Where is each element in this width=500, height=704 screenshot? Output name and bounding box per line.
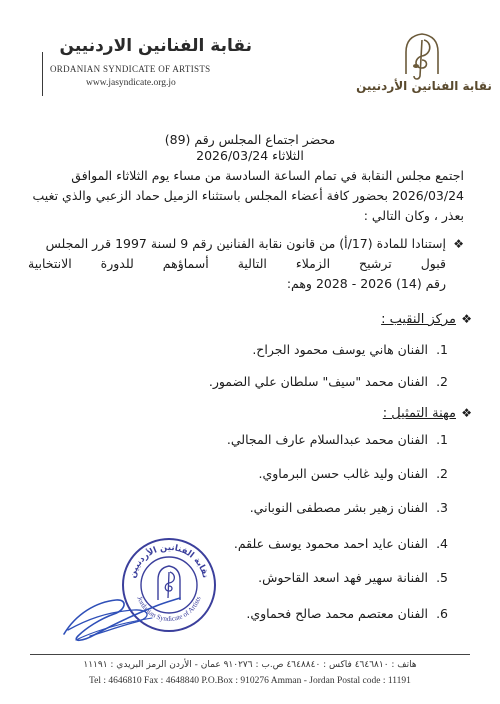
decision-line: إستنادا للمادة (17/أ) من قانون نقابة الفنانين رقم 9 لسنة 1997 قرر المجلس (45, 236, 446, 251)
meeting-date: الثلاثاء 2026/03/24 (196, 148, 304, 163)
item-number: 2. (436, 374, 448, 389)
list-item (48, 466, 448, 481)
item-number: 1. (436, 432, 448, 447)
list-item (48, 342, 448, 357)
list-item (48, 536, 448, 551)
letterhead (0, 0, 500, 112)
intro-paragraph (28, 166, 464, 226)
syndicate-name-arabic: نقابة الفنانين الاردنيين (59, 36, 252, 56)
syndicate-name-english: ORDANIAN SYNDICATE OF ARTISTS (50, 64, 211, 74)
diamond-star-icon: ❖ (453, 237, 464, 251)
intro-line: بعذر ، وكان التالي : (363, 208, 464, 223)
decision-paragraph (28, 234, 464, 294)
svg-text:Jordanian Syndicate of Artists: Jordanian Syndicate of Artists (135, 595, 203, 624)
svg-text:نقابة الفنانين الأردنيين: نقابة الفنانين الأردنيين (356, 79, 492, 93)
list-item (48, 500, 448, 515)
candidate-name: الفنان هاني يوسف محمود الجراح. (252, 342, 428, 357)
candidate-name: الفنان عايد احمد محمود يوسف علقم. (233, 536, 428, 551)
list-item (48, 432, 448, 447)
footer-divider (30, 654, 470, 655)
decision-line: قبول ترشيح الزملاء التالية أسماؤهم للدورة الانتخابية (28, 256, 446, 271)
footer-contact-arabic: هاتف : ٤٦٤٦٨١٠ فاكس : ٤٦٤٨٨٤٠ ص.ب : ٩١٠٢٧٦ عمان - الأردن الرمز البريدي : ١١١٩١ (83, 660, 417, 670)
intro-line: اجتمع مجلس النقابة في تمام الساعة السادسة من مساء يوم الثلاثاء الموافق (71, 168, 464, 183)
item-number: 2. (436, 466, 448, 481)
section-heading-acting: مهنة التمثيل : (382, 406, 456, 421)
candidate-name: الفنانة سهير فهد اسعد القاحوش. (258, 570, 428, 585)
candidate-name: الفنان زهير بشر مصطفى النوباني. (249, 500, 428, 515)
footer-contact-english: Tel : 4646810 Fax : 4648840 P.O.Box : 910276 Amman - Jordan Postal code : 11191 (89, 676, 411, 686)
list-item (48, 570, 448, 585)
section-heading-president: مركز النقيب : (381, 312, 456, 327)
meeting-title: محضر اجتماع المجلس رقم (89) (164, 132, 336, 147)
candidate-name: الفنان محمد "سيف" سلطان علي الضمور. (208, 374, 428, 389)
svg-text:نقابة الفنانين الأردنيين: نقابة الفنانين الأردنيين (127, 542, 211, 580)
item-number: 4. (436, 536, 448, 551)
item-number: 5. (436, 570, 448, 585)
candidate-name: الفنان وليد غالب حسن البرماوي. (258, 466, 428, 481)
item-number: 3. (436, 500, 448, 515)
diamond-star-icon: ❖ (461, 406, 472, 420)
intro-line: 2026/03/24 بحضور كافة أعضاء المجلس باستثناء الزميل حماد الزعبي والذي تغيب (32, 188, 464, 203)
syndicate-logo-icon (356, 28, 492, 108)
candidate-name: الفنان معتصم محمد صالح فحماوي. (246, 606, 428, 621)
item-number: 6. (436, 606, 448, 621)
list-item (48, 374, 448, 389)
candidate-name: الفنان محمد عبدالسلام عارف المجالي. (226, 432, 428, 447)
website-link[interactable]: www.jasyndicate.org.jo (86, 78, 176, 88)
signature-icon (56, 584, 186, 648)
decision-line: رقم (14) 2026 - 2028 وهم: (286, 276, 446, 291)
header-divider (42, 52, 43, 96)
item-number: 1. (436, 342, 448, 357)
diamond-star-icon: ❖ (461, 312, 472, 326)
